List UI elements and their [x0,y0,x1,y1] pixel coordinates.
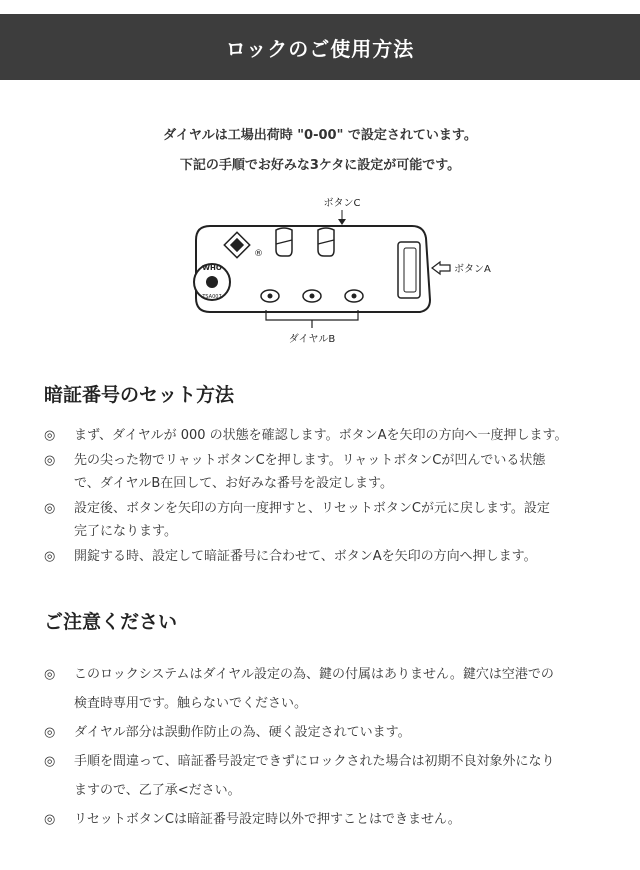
bullet-marker: ◎ [44,725,56,740]
button-a-label: ボタンA [454,264,491,275]
bullet-marker: ◎ [44,549,56,564]
bullet-marker: ◎ [44,453,56,468]
list-item [44,449,614,495]
setup-steps-list [44,424,614,570]
lock-diagram [180,190,500,350]
list-item-text: 手順を間違って、暗証番号設定できずにロックされた場合は初期不良対象外になり [74,754,555,769]
section-title-setup: 暗証番号のセット方法 [44,384,235,406]
list-item-text: ますので、乙了承<ださい。 [74,783,241,798]
tsa-seal-icon [194,264,230,300]
intro-line-1: ダイヤルは工場出荷時 "0-00" で設定されています。 [163,128,477,143]
svg-text:WHO: WHO [202,264,222,272]
list-item [44,497,614,543]
list-item-text: で、ダイヤルB在回して、お好みな番号を設定します。 [74,476,393,491]
list-item-text: ダイヤル部分は誤動作防止の為、硬く設定されています。 [74,725,411,740]
list-item-text: このロックシステムはダイヤル設定の為、鍵の付属はありません。鍵穴は空港での [74,667,554,682]
list-item [44,424,614,447]
list-item [44,805,614,834]
svg-text:TSA007: TSA007 [202,294,222,300]
bullet-marker: ◎ [44,754,56,769]
bullet-marker: ◎ [44,428,56,443]
list-item [44,747,614,805]
list-item-text: まず、ダイヤルが 000 の状態を確認します。ボタンAを矢印の方向へ一度押します。 [74,428,568,443]
list-item-text: 完了になります。 [74,524,177,539]
button-c-label: ボタンC [323,198,361,209]
bullet-marker: ◎ [44,501,56,516]
page-title: ロックのご使用方法 [225,36,415,61]
bullet-marker: ◎ [44,667,56,682]
button-c-arrowhead [338,219,346,225]
page-header [0,14,640,80]
registered-mark: ® [254,249,263,259]
list-item-text: 設定後、ボタンを矢印の方向一度押すと、リセットボタンCが元に戻します。設定 [74,501,550,516]
bullet-marker: ◎ [44,812,56,827]
button-a-icon [398,242,420,298]
dial-b-3 [345,290,363,302]
section-title-caution: ご注意ください [44,611,178,633]
intro-line-2: 下記の手順でお好みな3ケタに設定が可能です。 [179,158,461,173]
caution-list [44,660,614,834]
list-item-text: 検査時専用です。触らないでください。 [74,696,307,711]
dial-b-1 [261,290,279,302]
dial-b-label: ダイヤルB [288,334,336,345]
list-item-text: 開錠する時、設定して暗証番号に合わせて、ボタンAを矢印の方向へ押します。 [74,549,537,564]
dial-b-2 [303,290,321,302]
button-a-arrow [432,262,450,274]
list-item-text: リセットボタンCは暗証番号設定時以外で押すことはできません。 [74,812,461,827]
list-item [44,660,614,718]
list-item [44,718,614,747]
list-item-text: 先の尖った物でリャットボタンCを押します。リャットボタンCが凹んでいる状態 [74,453,546,468]
list-item [44,545,614,568]
